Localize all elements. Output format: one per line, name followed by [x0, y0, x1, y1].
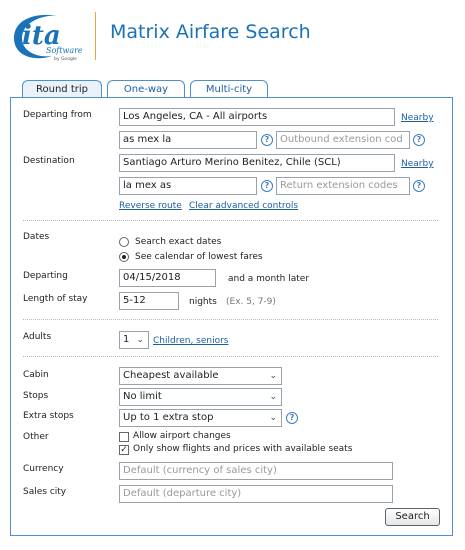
sales-city-input[interactable]: Default (departure city) — [119, 485, 393, 503]
extra-stops-select[interactable]: Up to 1 extra stop ⌄ — [119, 409, 282, 427]
departing-nearby-link[interactable]: Nearby — [401, 113, 434, 123]
only-available-seats-label: Only show flights and prices with available seats — [133, 444, 353, 454]
help-icon[interactable]: ? — [261, 134, 273, 146]
currency-label: Currency — [23, 464, 64, 474]
destination-label: Destination — [23, 156, 75, 166]
nights-label: nights — [189, 297, 217, 307]
calendar-lowest-fares-radio[interactable] — [119, 252, 129, 262]
extra-stops-label: Extra stops — [23, 411, 74, 421]
allow-airport-changes-label: Allow airport changes — [133, 431, 231, 441]
other-label: Other — [23, 432, 49, 442]
outbound-extension-input[interactable]: Outbound extension cod — [276, 131, 410, 149]
outbound-route-input[interactable]: as mex la — [119, 131, 257, 149]
help-icon[interactable]: ? — [413, 134, 425, 146]
destination-input[interactable]: Santiago Arturo Merino Benitez, Chile (SCL) — [119, 154, 395, 172]
departing-from-input[interactable]: Los Angeles, CA - All airports — [119, 108, 395, 126]
length-of-stay-label: Length of stay — [23, 294, 88, 304]
search-exact-dates-label: Search exact dates — [135, 237, 222, 247]
chevron-down-icon: ⌄ — [269, 392, 277, 402]
stops-label: Stops — [23, 391, 49, 401]
logo-brand-text: ita — [22, 21, 61, 51]
search-form-panel — [10, 97, 453, 536]
ita-software-logo — [8, 8, 88, 64]
header-divider — [95, 12, 96, 60]
cabin-label: Cabin — [23, 370, 49, 380]
dates-label: Dates — [23, 232, 50, 242]
length-of-stay-hint: (Ex. 5, 7-9) — [226, 297, 276, 307]
departing-date-input[interactable]: 04/15/2018 — [119, 269, 216, 287]
calendar-lowest-fares-label: See calendar of lowest fares — [135, 252, 263, 262]
clear-advanced-controls-link[interactable]: Clear advanced controls — [189, 201, 299, 211]
search-button[interactable]: Search — [385, 508, 440, 526]
stops-select[interactable]: No limit ⌄ — [119, 388, 282, 406]
section-divider — [23, 319, 438, 320]
logo-sub-text: Software — [46, 46, 83, 55]
only-available-seats-checkbox[interactable]: ✓ — [120, 445, 128, 455]
chevron-down-icon: ⌄ — [269, 413, 277, 423]
children-seniors-link[interactable]: Children, seniors — [153, 336, 229, 346]
departing-suffix-text: and a month later — [228, 274, 310, 284]
sales-city-label: Sales city — [23, 487, 67, 497]
departing-from-label: Departing from — [23, 110, 92, 120]
help-icon[interactable]: ? — [286, 412, 298, 424]
cabin-select[interactable]: Cheapest available ⌄ — [119, 367, 282, 385]
chevron-down-icon: ⌄ — [136, 335, 144, 345]
tab-multi-city[interactable]: Multi-city — [190, 80, 268, 98]
section-divider — [23, 220, 438, 221]
allow-airport-changes-checkbox[interactable] — [119, 432, 129, 442]
tab-round-trip[interactable]: Round trip — [22, 80, 102, 99]
length-of-stay-input[interactable]: 5-12 — [119, 292, 179, 310]
help-icon[interactable]: ? — [413, 180, 425, 192]
app-title: Matrix Airfare Search — [110, 21, 311, 43]
logo-byline-text: by Google — [54, 57, 77, 62]
search-exact-dates-radio[interactable] — [119, 237, 129, 247]
adults-label: Adults — [23, 332, 52, 342]
chevron-down-icon: ⌄ — [269, 371, 277, 381]
adults-select[interactable]: 1 ⌄ — [119, 331, 149, 349]
destination-nearby-link[interactable]: Nearby — [401, 159, 434, 169]
currency-input[interactable]: Default (currency of sales city) — [119, 462, 393, 480]
return-extension-input[interactable]: Return extension codes — [276, 177, 410, 195]
tab-one-way[interactable]: One-way — [107, 80, 185, 98]
reverse-route-link[interactable]: Reverse route — [119, 201, 182, 211]
departing-label: Departing — [23, 271, 68, 281]
return-route-input[interactable]: la mex as — [119, 177, 257, 195]
section-divider — [23, 356, 438, 357]
help-icon[interactable]: ? — [261, 180, 273, 192]
